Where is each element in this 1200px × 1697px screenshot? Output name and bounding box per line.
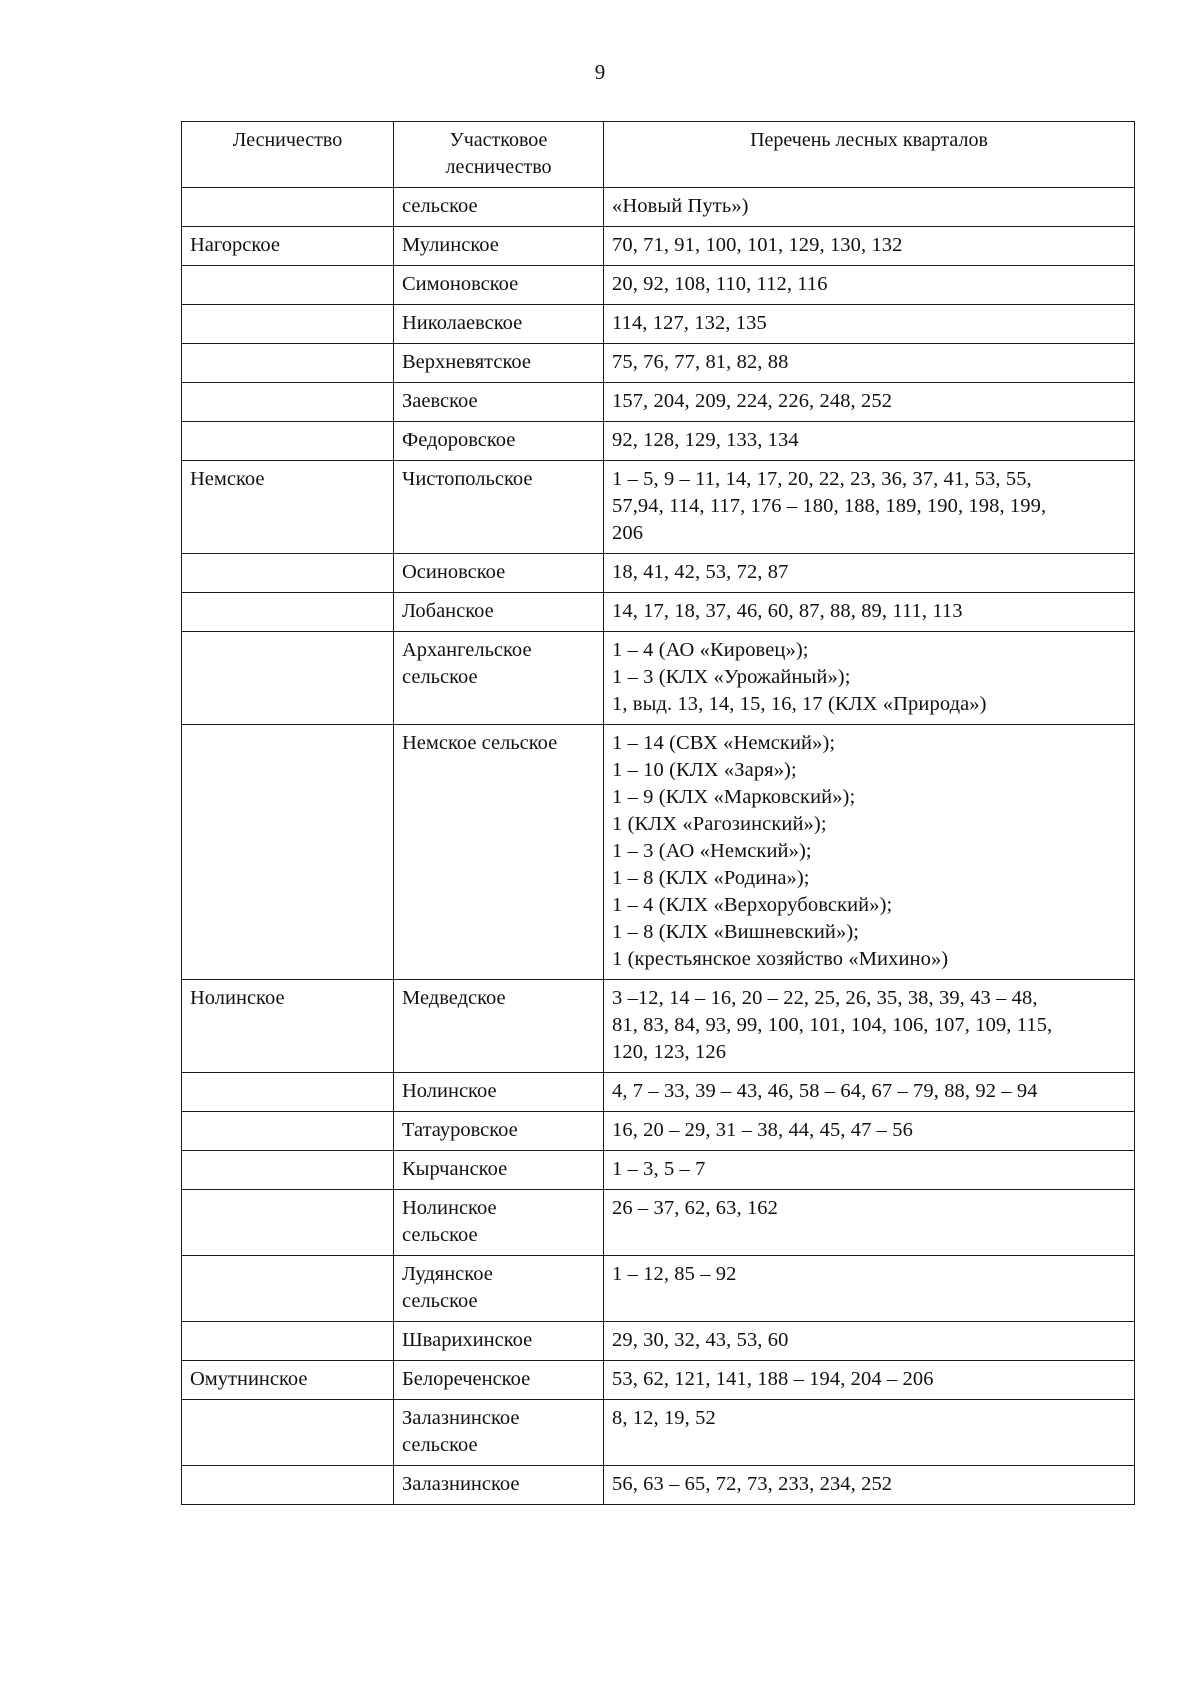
district-forestry-line: Симоновское	[402, 273, 519, 295]
district-forestry-line: Татауровское	[402, 1119, 518, 1141]
quarters-line: 92, 128, 129, 133, 134	[612, 429, 799, 451]
forestry-cell	[182, 305, 394, 344]
table-row	[182, 305, 1135, 344]
district-forestry-cell	[394, 422, 604, 461]
district-forestry-cell	[394, 554, 604, 593]
quarters-line: 75, 76, 77, 81, 82, 88	[612, 351, 789, 373]
quarters-cell	[604, 1073, 1135, 1112]
quarters-line: 3 –12, 14 – 16, 20 – 22, 25, 26, 35, 38, 39, 43 – 48,	[612, 987, 1038, 1009]
forestry-cell	[182, 266, 394, 305]
table-row	[182, 461, 1135, 554]
district-forestry-line: Заевское	[402, 390, 478, 412]
quarters-line: 18, 41, 42, 53, 72, 87	[612, 561, 789, 583]
table-row	[182, 632, 1135, 725]
table-row	[182, 227, 1135, 266]
table-body	[182, 188, 1135, 1505]
quarters-line: 14, 17, 18, 37, 46, 60, 87, 88, 89, 111, 113	[612, 600, 963, 622]
quarters-cell	[604, 725, 1135, 980]
district-forestry-line: сельское	[402, 1434, 478, 1456]
forestry-cell: Омутнинское	[182, 1361, 394, 1400]
district-forestry-cell	[394, 1256, 604, 1322]
forest-quarters-table	[181, 121, 1135, 1505]
forestry-cell	[182, 554, 394, 593]
quarters-line: 56, 63 – 65, 72, 73, 233, 234, 252	[612, 1473, 893, 1495]
quarters-cell	[604, 1256, 1135, 1322]
quarters-cell	[604, 266, 1135, 305]
quarters-line: 1 (КЛХ «Рагозинский»);	[612, 813, 827, 835]
quarters-line: 120, 123, 126	[612, 1041, 727, 1063]
district-forestry-cell	[394, 305, 604, 344]
district-forestry-cell	[394, 383, 604, 422]
forestry-cell	[182, 1322, 394, 1361]
district-forestry-line: сельское	[402, 195, 478, 217]
district-forestry-line: Нолинское	[402, 1197, 497, 1219]
forestry-cell	[182, 1151, 394, 1190]
district-forestry-line: Кырчанское	[402, 1158, 508, 1180]
quarters-cell	[604, 1112, 1135, 1151]
forestry-cell	[182, 725, 394, 980]
district-forestry-line: Лобанское	[402, 600, 494, 622]
quarters-line: 26 – 37, 62, 63, 162	[612, 1197, 778, 1219]
quarters-cell	[604, 1190, 1135, 1256]
table-row	[182, 1112, 1135, 1151]
quarters-cell	[604, 305, 1135, 344]
quarters-line: 1 – 9 (КЛХ «Марковский»);	[612, 786, 856, 808]
quarters-line: 1 – 8 (КЛХ «Родина»);	[612, 867, 810, 889]
table-row	[182, 1361, 1135, 1400]
quarters-cell	[604, 1361, 1135, 1400]
district-forestry-cell	[394, 266, 604, 305]
quarters-line: 1 – 14 (СВХ «Немский»);	[612, 732, 836, 754]
district-forestry-cell	[394, 725, 604, 980]
table-row	[182, 1322, 1135, 1361]
header-district-line-2: лесничество	[445, 156, 552, 178]
table-row	[182, 188, 1135, 227]
district-forestry-cell	[394, 344, 604, 383]
quarters-line: 8, 12, 19, 52	[612, 1407, 716, 1429]
forestry-cell: Немское	[182, 461, 394, 554]
header-forestry: Лесничество	[182, 122, 394, 188]
district-forestry-line: Медведское	[402, 987, 506, 1009]
quarters-line: 1 (крестьянское хозяйство «Михино»)	[612, 948, 949, 970]
quarters-line: 206	[612, 522, 644, 544]
quarters-line: «Новый Путь»)	[612, 195, 749, 217]
page-number: 9	[594, 60, 606, 84]
quarters-cell	[604, 593, 1135, 632]
quarters-line: 1 – 10 (КЛХ «Заря»);	[612, 759, 797, 781]
district-forestry-line: Шварихинское	[402, 1329, 533, 1351]
table-row	[182, 554, 1135, 593]
forestry-cell	[182, 1400, 394, 1466]
district-forestry-cell	[394, 1400, 604, 1466]
district-forestry-cell	[394, 1322, 604, 1361]
district-forestry-line: Федоровское	[402, 429, 516, 451]
forestry-cell	[182, 1256, 394, 1322]
district-forestry-cell	[394, 1361, 604, 1400]
quarters-cell	[604, 1400, 1135, 1466]
district-forestry-line: сельское	[402, 666, 478, 688]
table-row	[182, 266, 1135, 305]
table-row	[182, 422, 1135, 461]
table-row	[182, 344, 1135, 383]
quarters-line: 1 – 4 (АО «Кировец»);	[612, 639, 809, 661]
district-forestry-cell	[394, 1112, 604, 1151]
quarters-line: 1 – 4 (КЛХ «Верхорубовский»);	[612, 894, 893, 916]
district-forestry-cell	[394, 593, 604, 632]
quarters-line: 16, 20 – 29, 31 – 38, 44, 45, 47 – 56	[612, 1119, 913, 1141]
table-row	[182, 980, 1135, 1073]
district-forestry-line: Немское сельское	[402, 732, 558, 754]
district-forestry-line: сельское	[402, 1224, 478, 1246]
quarters-line: 1 – 5, 9 – 11, 14, 17, 20, 22, 23, 36, 37, 41, 53, 55,	[612, 468, 1032, 490]
table-row	[182, 593, 1135, 632]
quarters-line: 53, 62, 121, 141, 188 – 194, 204 – 206	[612, 1368, 934, 1390]
quarters-cell	[604, 554, 1135, 593]
quarters-line: 114, 127, 132, 135	[612, 312, 767, 334]
forestry-cell	[182, 1466, 394, 1505]
table-row	[182, 1256, 1135, 1322]
quarters-line: 1 – 8 (КЛХ «Вишневский»);	[612, 921, 860, 943]
quarters-line: 1 – 3, 5 – 7	[612, 1158, 706, 1180]
quarters-cell	[604, 1322, 1135, 1361]
quarters-line: 70, 71, 91, 100, 101, 129, 130, 132	[612, 234, 903, 256]
quarters-cell	[604, 188, 1135, 227]
quarters-cell	[604, 1151, 1135, 1190]
quarters-line: 57,94, 114, 117, 176 – 180, 188, 189, 190, 198, 199,	[612, 495, 1047, 517]
quarters-line: 157, 204, 209, 224, 226, 248, 252	[612, 390, 893, 412]
table-row	[182, 1400, 1135, 1466]
district-forestry-cell	[394, 1466, 604, 1505]
table-row	[182, 383, 1135, 422]
district-forestry-cell	[394, 1073, 604, 1112]
header-quarters: Перечень лесных кварталов	[604, 122, 1135, 188]
district-forestry-line: Николаевское	[402, 312, 523, 334]
quarters-cell	[604, 461, 1135, 554]
district-forestry-cell	[394, 632, 604, 725]
quarters-cell	[604, 632, 1135, 725]
district-forestry-line: Лудянское	[402, 1263, 493, 1285]
district-forestry-line: Нолинское	[402, 1080, 497, 1102]
forestry-cell	[182, 632, 394, 725]
district-forestry-line: сельское	[402, 1290, 478, 1312]
quarters-cell	[604, 980, 1135, 1073]
table-row	[182, 1151, 1135, 1190]
forestry-cell	[182, 1190, 394, 1256]
quarters-line: 1 – 12, 85 – 92	[612, 1263, 737, 1285]
quarters-cell	[604, 344, 1135, 383]
forestry-cell	[182, 1112, 394, 1151]
district-forestry-line: Мулинское	[402, 234, 499, 256]
forestry-cell	[182, 188, 394, 227]
quarters-line: 29, 30, 32, 43, 53, 60	[612, 1329, 789, 1351]
quarters-line: 1, выд. 13, 14, 15, 16, 17 (КЛХ «Природа»)	[612, 693, 987, 715]
forestry-cell	[182, 593, 394, 632]
quarters-line: 4, 7 – 33, 39 – 43, 46, 58 – 64, 67 – 79, 88, 92 – 94	[612, 1080, 1038, 1102]
district-forestry-line: Осиновское	[402, 561, 506, 583]
quarters-line: 81, 83, 84, 93, 99, 100, 101, 104, 106, 107, 109, 115,	[612, 1014, 1053, 1036]
forestry-cell	[182, 422, 394, 461]
forestry-cell	[182, 383, 394, 422]
table-row	[182, 1466, 1135, 1505]
forestry-cell: Нолинское	[182, 980, 394, 1073]
quarters-line: 20, 92, 108, 110, 112, 116	[612, 273, 828, 295]
quarters-line: 1 – 3 (КЛХ «Урожайный»);	[612, 666, 851, 688]
forestry-cell	[182, 1073, 394, 1112]
district-forestry-line: Верхневятское	[402, 351, 532, 373]
district-forestry-cell	[394, 1190, 604, 1256]
header-district-forestry	[394, 122, 604, 188]
quarters-line: 1 – 3 (АО «Немский»);	[612, 840, 812, 862]
forestry-cell	[182, 344, 394, 383]
table-row	[182, 725, 1135, 980]
forestry-cell: Нагорское	[182, 227, 394, 266]
district-forestry-line: Залазнинское	[402, 1473, 520, 1495]
district-forestry-cell	[394, 980, 604, 1073]
district-forestry-line: Чистопольское	[402, 468, 533, 490]
district-forestry-line: Архангельское	[402, 639, 532, 661]
district-forestry-cell	[394, 227, 604, 266]
quarters-cell	[604, 383, 1135, 422]
district-forestry-line: Белореченское	[402, 1368, 531, 1390]
quarters-cell	[604, 422, 1135, 461]
district-forestry-cell	[394, 461, 604, 554]
quarters-cell	[604, 1466, 1135, 1505]
table-row	[182, 1073, 1135, 1112]
district-forestry-cell	[394, 188, 604, 227]
table-header-row	[182, 122, 1135, 188]
district-forestry-cell	[394, 1151, 604, 1190]
header-district-line-1: Участковое	[449, 129, 548, 151]
district-forestry-line: Залазнинское	[402, 1407, 520, 1429]
quarters-cell	[604, 227, 1135, 266]
table-row	[182, 1190, 1135, 1256]
